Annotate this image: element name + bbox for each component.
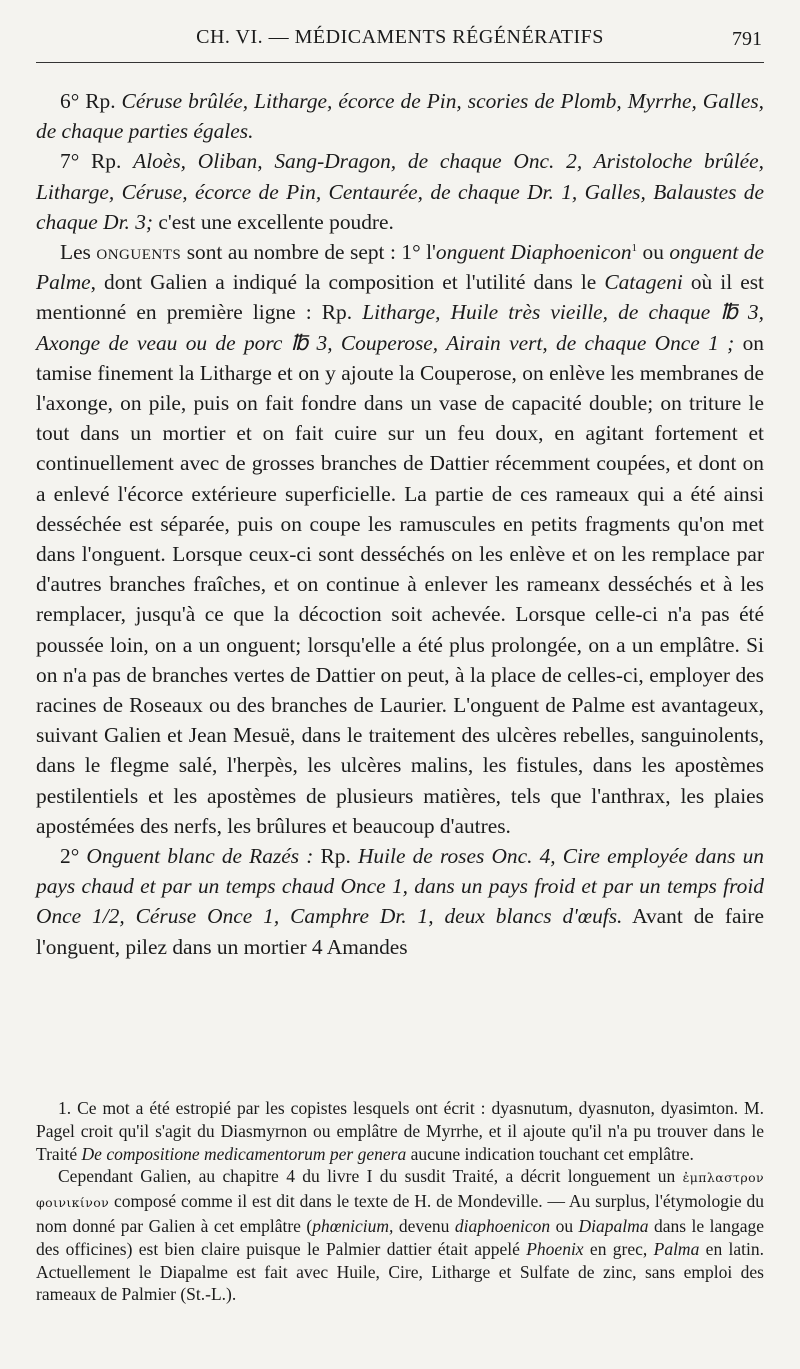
recipe-6 xyxy=(36,86,764,146)
footnote-ref[interactable]: 1 xyxy=(631,242,638,255)
recipe-comment: c'est une excellente poudre. xyxy=(158,209,394,234)
latin-term: diaphoenicon xyxy=(454,1215,551,1236)
latin-term: Phoenix xyxy=(526,1238,584,1259)
remedy-name: onguent Diaphoenicon xyxy=(435,240,632,265)
latin-term: phœnicium, xyxy=(312,1215,394,1236)
greek-term: ἐμπλαστρον φοινικίνον xyxy=(36,1170,765,1211)
page-number: 791 xyxy=(732,28,762,50)
footnote-1-continued xyxy=(36,1165,764,1306)
text-run: Les xyxy=(60,240,91,265)
text-run: on tamise finement la Litharge et on y ajoute la Couperose, on enlève les membranes de l'axonge, on pile, puis on fait fondre dans un vase de capacité double; on triture le tout dans un mortier et on fait cuire sur un feu doux, en agitant fortement et continuellement avec de grosses branches de Dattier récemment coupées, et dont on a enlevé l'écorce extérieure superficielle. La partie de ces rameaux qui a été ainsi desséchée est séparée, puis on coupe les ramuscules en petits fragments qu'on met dans l'onguent. Lorsque ceux-ci sont desséchés on les enlève et on les remplace par d'autres branches fraîches, et on continue à enlever les rameanx desséchés et à les remplacer, jusqu'à ce que la décoction soit achevée. Lorsque celle-ci n'a pas été poussée loin, on a un onguent; lorsqu'elle a été plus prolongée, on a un emplâtre. Si on n'a pas de branches vertes de Dattier on peut, à la place de celles-ci, employer des racines de Roseaux ou des branches de Laurier. L'onguent de Palme est avantageux, suivant Galien et Jean Mesuë, dans le traitement des ulcères rebelles, sanguinolents, dans le flegme salé, l'herpès, les ulcères malins, les fistules, dans les apostèmes pestilentiels et les apostèmes de plusieurs matières, tels que l'anthrax, les plaies apostémées des nerfs, les brûlures et beaucoup d'autres. xyxy=(36,330,764,838)
running-head xyxy=(36,26,764,56)
recipe-onguent-blanc xyxy=(36,841,764,962)
footnotes xyxy=(36,1097,764,1306)
text-run: devenu xyxy=(398,1215,450,1236)
recipe-ingredients: Huile de roses Onc. 4, Cire employée dans un pays chaud et par un temps chaud Once 1, dans un pays froid et par un temps froid Once 1/2, Céruse Once 1, Camphre Dr. 1, deux blancs d'œufs. xyxy=(36,844,764,929)
text-run: aucune indication touchant cet emplâtre. xyxy=(410,1143,694,1164)
text-run: Cependant Galien, au chapitre 4 du livre I du susdit Traité, a décrit longuement un xyxy=(58,1166,676,1187)
header-rule xyxy=(36,62,764,63)
remedy-name: onguent de Palme xyxy=(36,240,764,295)
text-run: , dont Galien a indiqué la composition et l'utilité dans le xyxy=(90,270,597,295)
section-keyword: onguents xyxy=(96,240,182,265)
text-run: Avant de faire l'onguent, pilez dans un mortier 4 Amandes xyxy=(36,904,764,959)
remedy-name: Onguent blanc de Razés : xyxy=(86,844,314,869)
onguents-paragraph xyxy=(36,237,764,841)
chapter-title: CH. VI. — MÉDICAMENTS RÉGÉNÉRATIFS xyxy=(196,26,604,48)
recipe-ingredients: Céruse brûlée, Litharge, écorce de Pin, scories de Plomb, Myrrhe, Galles, de chaque parties égales. xyxy=(36,89,764,144)
book-title: Catageni xyxy=(604,270,683,295)
text-run: en grec, xyxy=(589,1238,648,1259)
text-run: dans le langage des officines) est bien claire puisque le Palmier dattier était appelé xyxy=(36,1215,765,1259)
book-title: De compositione medicamentorum per genera xyxy=(81,1143,407,1164)
footnote-1 xyxy=(36,1097,764,1165)
recipe-7 xyxy=(36,146,764,237)
recipe-ingredients: Litharge, Huile très vieille, de chaque ℔ 3, Axonge de veau ou de porc ℔ 3, Couperose, Airain vert, de chaque Once 1 ; xyxy=(36,300,764,355)
latin-term: Diapalma xyxy=(578,1215,649,1236)
text-run: ou xyxy=(555,1215,574,1236)
recipe-number: 6° Rp. xyxy=(60,89,116,113)
recipe-ingredients: Aloès, Oliban, Sang-Dragon, de chaque Onc. 2, Aristoloche brûlée, Litharge, Céruse, écorce de Pin, Centaurée, de chaque Dr. 1, Galles, Balaustes de chaque Dr. 3; xyxy=(36,149,764,234)
text-run: Rp. xyxy=(320,844,351,869)
text-run: composé comme il est dit dans le texte de H. de Mondeville. — Au surplus, l'étymologie du nom donné par Galien à cet emplâtre ( xyxy=(36,1191,764,1236)
text-run: où il est mentionné en première ligne : Rp. xyxy=(36,270,764,325)
text-run: 1. Ce mot a été estropié par les copistes lesquels ont écrit : dyasnutum, dyasnuton, dyasimton. M. Pagel croit qu'il s'agit du Diasmyrnon ou emplâtre de Myrrhe, et il ajoute qu'il n'a pu trouver dans le Traité xyxy=(36,1098,764,1164)
text-run: sont au nombre de sept : 1° l' xyxy=(186,240,436,265)
recipe-number: 2° xyxy=(60,844,80,869)
text-run: ou xyxy=(642,240,664,265)
latin-term: Palma xyxy=(653,1238,700,1259)
recipe-number: 7° Rp. xyxy=(60,149,122,174)
main-text xyxy=(36,86,764,962)
text-run: en latin. Actuellement le Diapalme est fait avec Huile, Cire, Litharge et Sulfate de zinc, sans emploi des rameaux de Palmier (St.-L.). xyxy=(36,1238,765,1305)
